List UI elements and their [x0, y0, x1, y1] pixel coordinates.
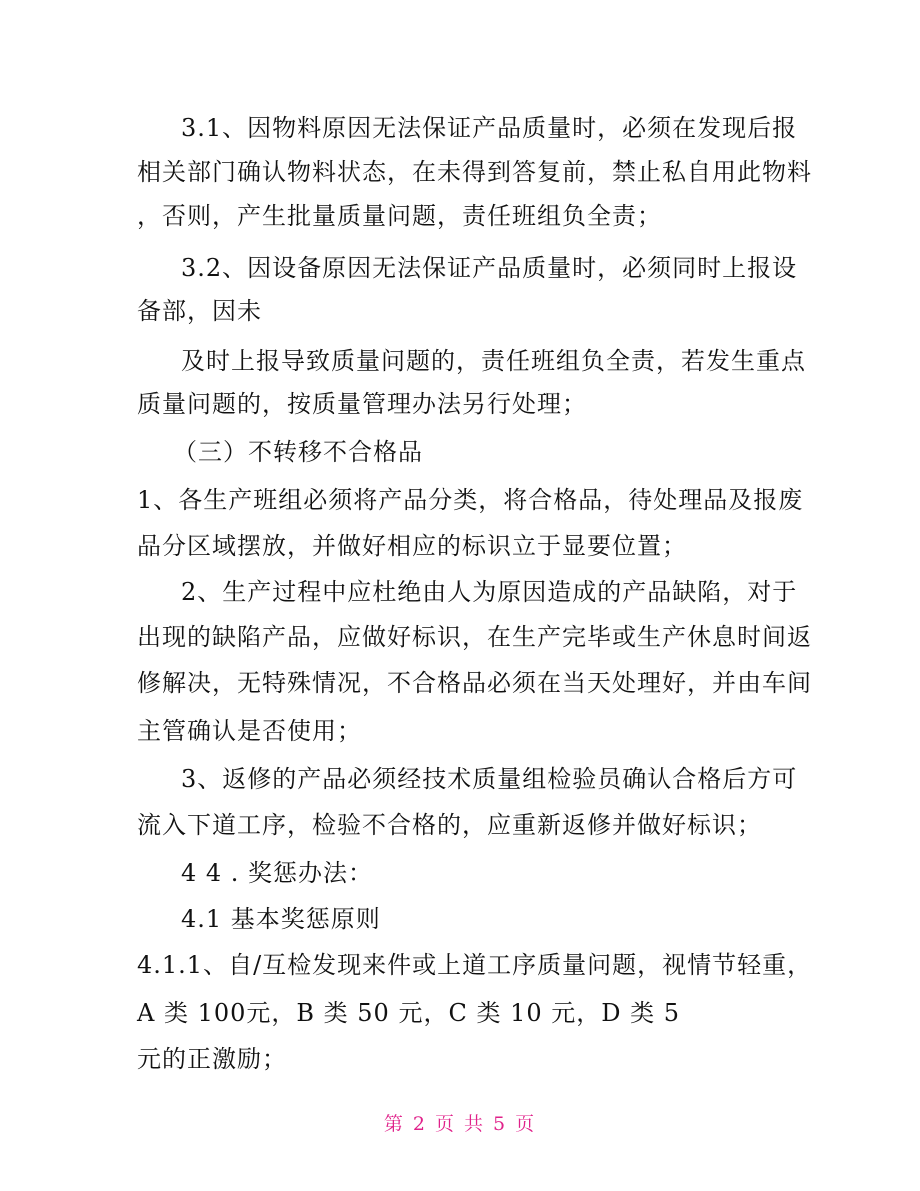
paragraph-line: 质量问题的，按质量管理办法另行处理；	[137, 390, 587, 418]
paragraph-line: 1、各生产班组必须将产品分类，将合格品，待处理品及报废	[137, 486, 804, 514]
section-heading: （三）不转移不合格品	[173, 438, 423, 466]
paragraph-line: ，否则，产生批量质量问题，责任班组负全责；	[137, 202, 662, 230]
section-heading: 4.1 基本奖惩原则	[181, 905, 381, 933]
paragraph-line: 流入下道工序，检验不合格的，应重新返修并做好标识；	[137, 811, 762, 839]
paragraph-line: 3.1、因物料原因无法保证产品质量时，必须在发现后报	[181, 114, 798, 142]
paragraph-line: 3、返修的产品必须经技术质量组检验员确认合格后方可	[181, 765, 798, 793]
paragraph-line: 备部，因未	[137, 297, 262, 325]
paragraph-line: 及时上报导致质量问题的，责任班组负全责，若发生重点	[181, 347, 806, 375]
paragraph-line: 修解决，无特殊情况，不合格品必须在当天处理好，并由车间	[137, 669, 812, 697]
paragraph-line: 出现的缺陷产品，应做好标识，在生产完毕或生产休息时间返	[137, 623, 812, 651]
paragraph-line: 主管确认是否使用；	[137, 717, 362, 745]
paragraph-line: 元的正激励；	[137, 1045, 287, 1073]
paragraph-line: 相关部门确认物料状态，在未得到答复前，禁止私自用此物料	[137, 158, 812, 186]
page-number-footer: 第 2 页 共 5 页	[383, 1113, 537, 1135]
section-heading: 4 4 . 奖惩办法：	[181, 859, 374, 887]
paragraph-line: 2、生产过程中应杜绝由人为原因造成的产品缺陷，对于	[181, 578, 798, 606]
paragraph-line: 4.1.1、自/互检发现来件或上道工序质量问题，视情节轻重，	[137, 951, 813, 979]
paragraph-line: A 类 100元，B 类 50 元，C 类 10 元，D 类 5	[137, 999, 681, 1027]
paragraph-line: 3.2、因设备原因无法保证产品质量时，必须同时上报设	[181, 254, 798, 282]
paragraph-line: 品分区域摆放，并做好相应的标识立于显要位置；	[137, 532, 687, 560]
